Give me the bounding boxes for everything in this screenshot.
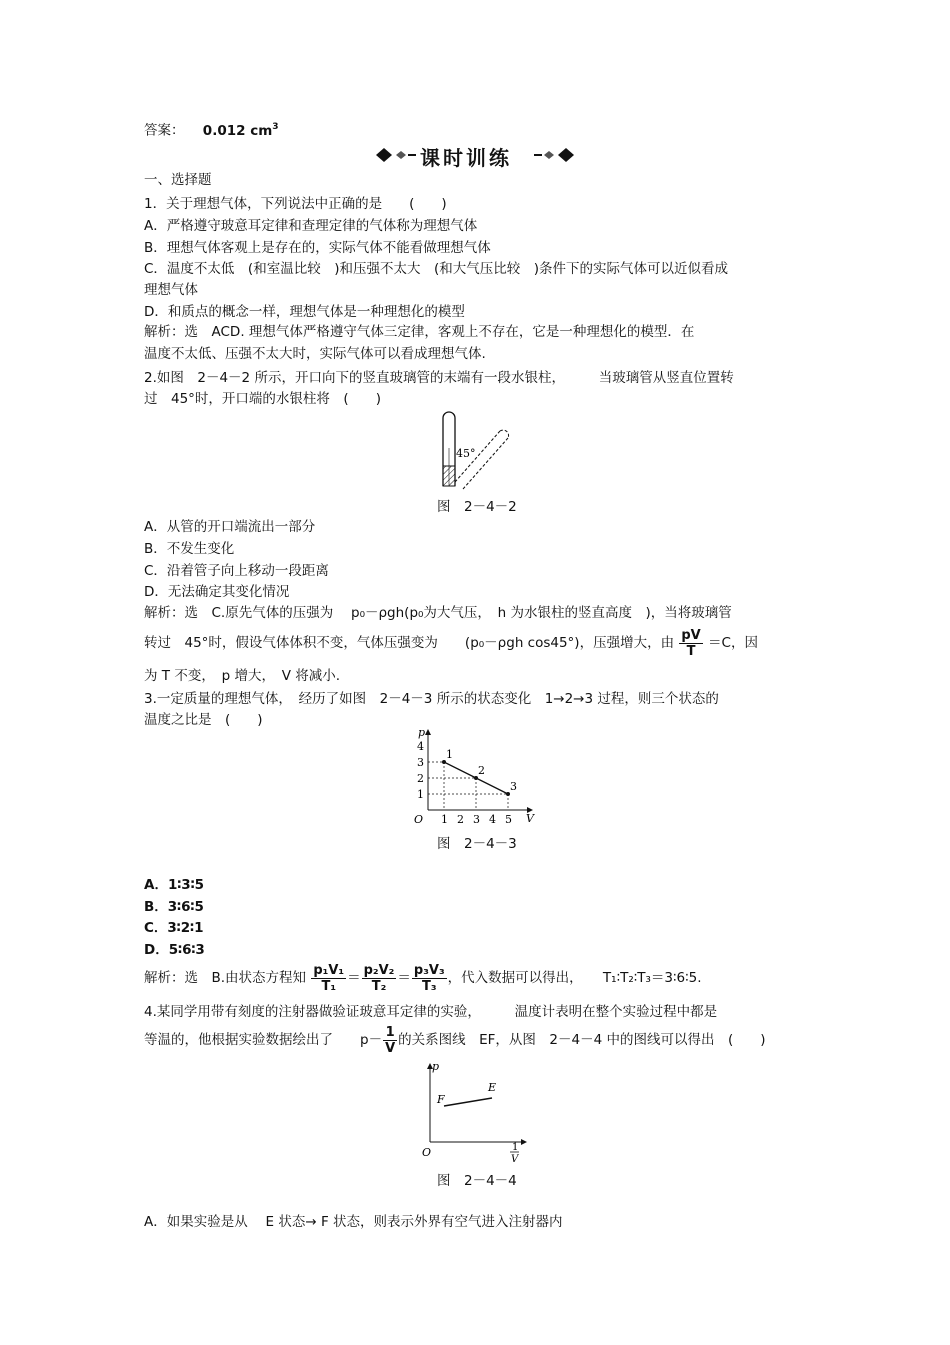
q3-figure-caption: 图 2－4－3 — [437, 836, 517, 852]
q3-explanation — [144, 960, 702, 996]
q3-stem-cont: 温度之比是 ( ) — [144, 712, 263, 728]
q2-stem-cont: 过 45°时，开口端的水银柱将 ( ) — [144, 391, 381, 407]
q4-stem: 4.某同学用带有刻度的注射器做验证玻意耳定律的实验， 温度计表明在整个实验过程中都是 — [144, 1004, 718, 1020]
q4-stem-cont — [144, 1022, 766, 1058]
x-tick-label: 3 — [473, 813, 480, 826]
angle-label: 45° — [456, 447, 476, 460]
q2-stem: 2.如图 2－4－2 所示，开口向下的竖直玻璃管的末端有一段水银柱， 当玻璃管从竖直位置转 — [144, 370, 734, 386]
q2-exp2-text: 转过 45°时，假设气体体积不变，气体压强变为 (p₀－ρgh cos45°)，压强增大，由 — [144, 635, 675, 651]
q2-option-a: A．从管的开口端流出一部分 — [144, 519, 316, 535]
fraction-denominator: T₃ — [421, 978, 437, 994]
q3-option-b: B．3∶6∶5 — [144, 899, 204, 915]
y-axis-label: p — [432, 1060, 440, 1073]
q1-option-c: C．温度不太低 (和室温比较 )和压强不太大 (和大气压比较 )条件下的实际气体可以近似看成 — [144, 261, 728, 277]
q4-option-a: A．如果实验是从 E 状态→ F 状态，则表示外界有空气进入注射器内 — [144, 1214, 563, 1230]
figure-2-4-3-pv-chart — [412, 728, 542, 828]
q3-exp-tail: ，代入数据可以得出， T₁∶T₂∶T₃＝3∶6∶5. — [447, 970, 702, 986]
fraction-denominator: T₂ — [371, 978, 387, 994]
origin-label: O — [414, 813, 424, 826]
banner-title: 课时训练 — [420, 146, 512, 170]
q3-stem: 3.一定质量的理想气体， 经历了如图 2－4－3 所示的状态变化 1→2→3 过程，则三个状态的 — [144, 691, 719, 707]
fraction-numerator: 1 — [383, 1025, 397, 1041]
q1-stem: 1．关于理想气体，下列说法中正确的是 ( ) — [144, 196, 447, 212]
answer-unit-exponent: 3 — [272, 122, 279, 132]
q2-option-c: C．沿着管子向上移动一段距离 — [144, 563, 329, 579]
q2-explanation-cont — [144, 626, 758, 660]
q2-state-fraction — [679, 628, 702, 659]
equals-sign: ＝ — [397, 970, 411, 986]
state-point-label: 1 — [446, 748, 453, 761]
q1-option-d: D．和质点的概念一样，理想气体是一种理想化的模型 — [144, 304, 465, 320]
state-point-label: 2 — [478, 764, 485, 777]
inverse-volume-fraction — [383, 1025, 397, 1056]
figure-2-4-2 — [430, 408, 520, 490]
y-tick-label: 2 — [417, 772, 424, 785]
lesson-banner — [374, 142, 576, 168]
x-tick-label: 1 — [441, 813, 448, 826]
q3-option-d: D．5∶6∶3 — [144, 942, 205, 958]
y-tick-label: 4 — [417, 740, 424, 753]
equals-sign: ＝ — [347, 970, 361, 986]
answer-label: 答案： — [144, 122, 185, 139]
q1-explanation: 解析：选 ACD. 理想气体严格遵守气体三定律，客观上不存在，它是一种理想化的模型．在 — [144, 324, 695, 340]
x-tick-label: 5 — [505, 813, 512, 826]
y-tick-label: 3 — [417, 756, 424, 769]
fraction-denominator: T — [686, 643, 696, 659]
fraction-numerator: p₂V₂ — [363, 962, 395, 978]
y-axis-label: p — [418, 728, 426, 739]
fraction-denominator: V — [385, 1040, 396, 1056]
q1-option-b: B．理想气体客观上是存在的，实际气体不能看做理想气体 — [144, 240, 491, 256]
fraction-numerator: pV — [681, 627, 701, 643]
section-heading: 一、选择题 — [144, 172, 212, 188]
q2-explanation-end: 为 T 不变， p 增大， V 将减小. — [144, 668, 341, 684]
q1-option-a: A．严格遵守玻意耳定律和查理定律的气体称为理想气体 — [144, 218, 478, 234]
point-f-label: F — [437, 1093, 445, 1106]
x-tick-label: 4 — [489, 813, 496, 826]
x-axis-den: V — [511, 1154, 519, 1165]
state-3-fraction — [412, 963, 447, 994]
answer-value: 0.012 cm — [202, 122, 273, 139]
q1-option-c-cont: 理想气体 — [144, 282, 198, 298]
q4-figure-caption: 图 2－4－4 — [437, 1173, 517, 1189]
line-ef — [444, 1098, 492, 1106]
figure-2-4-4-p-inverse-v — [418, 1058, 538, 1166]
q3-option-a: A．1∶3∶5 — [144, 877, 205, 893]
point-e-label: E — [488, 1081, 497, 1094]
x-tick-label: 2 — [457, 813, 464, 826]
state-point-label: 3 — [510, 780, 517, 793]
q2-explanation: 解析：选 C.原先气体的压强为 p₀－ρgh(p₀为大气压， h 为水银柱的竖直高度 )，当将玻璃管 — [144, 605, 732, 621]
x-axis-label: V — [526, 812, 534, 825]
q4-stem-text: 等温的，他根据实验数据绘出了 p－ — [144, 1032, 383, 1048]
state-2-fraction — [362, 963, 397, 994]
fraction-denominator: T₁ — [321, 978, 337, 994]
diamond-ornament-left-icon — [374, 142, 418, 168]
fraction-numerator: p₁V₁ — [313, 962, 345, 978]
q2-figure-caption: 图 2－4－2 — [437, 499, 517, 515]
q2-option-d: D．无法确定其变化情况 — [144, 584, 290, 600]
x-axis-num: 1 — [512, 1142, 519, 1153]
state-1-fraction — [311, 963, 346, 994]
q3-exp-text: 解析：选 B.由状态方程知 — [144, 970, 307, 986]
q3-option-c: C．3∶2∶1 — [144, 920, 204, 936]
diamond-ornament-right-icon — [532, 142, 576, 168]
q1-explanation-cont: 温度不太低、压强不太大时，实际气体可以看成理想气体. — [144, 346, 486, 362]
fraction-numerator: p₃V₃ — [413, 962, 445, 978]
answer-line — [144, 118, 279, 140]
q2-option-b: B．不发生变化 — [144, 541, 235, 557]
q2-exp2-tail: ＝C，因 — [708, 635, 758, 651]
q4-stem-tail: 的关系图线 EF，从图 2－4－4 中的图线可以得出 ( ) — [398, 1032, 766, 1048]
y-tick-label: 1 — [417, 788, 424, 801]
origin-label: O — [422, 1146, 432, 1159]
